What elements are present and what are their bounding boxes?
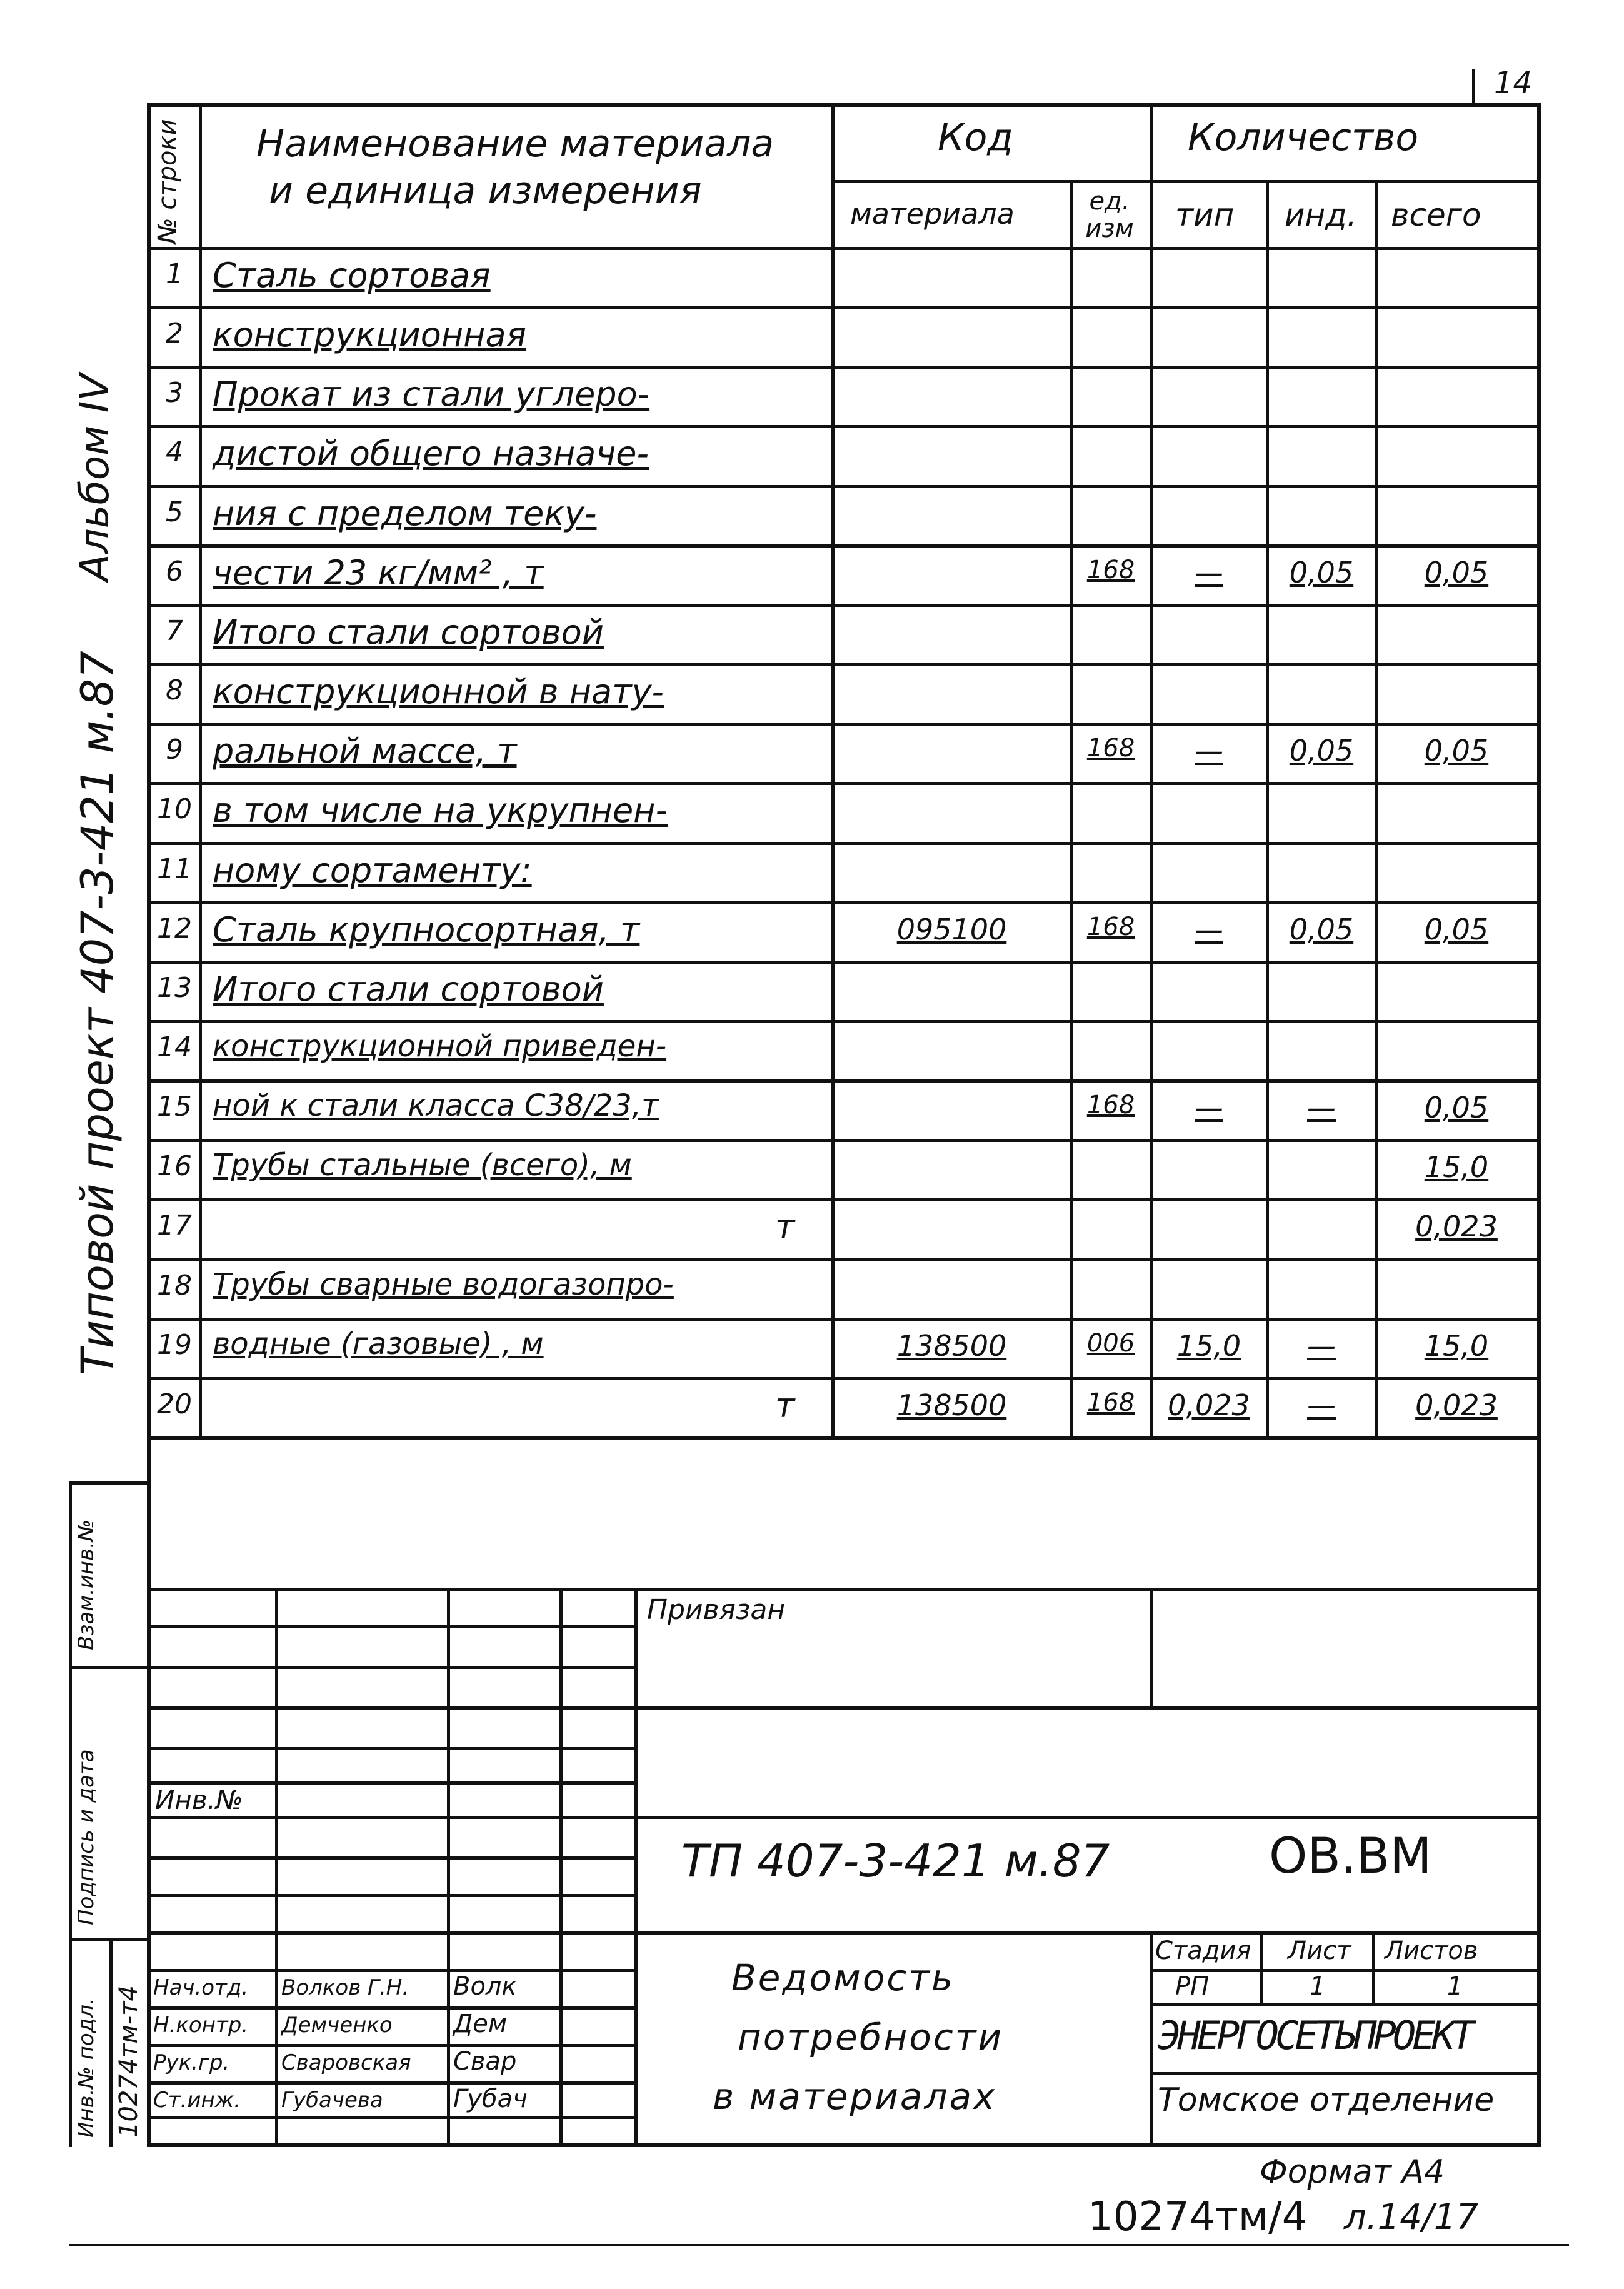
tb-col-4 xyxy=(634,1588,638,2147)
table-cell-unit: 006 xyxy=(1086,1328,1135,1358)
table-row-line xyxy=(150,366,1538,369)
table-cell-name: Итого стали сортовой xyxy=(213,612,604,652)
table-cell-name: т xyxy=(775,1207,795,1247)
table-cell-name: ной к стали класса С38/23,т xyxy=(213,1088,659,1124)
table-cell-name: Трубы сварные водогазопро- xyxy=(213,1266,674,1302)
table-cell-ind: 0,05 xyxy=(1289,734,1354,768)
table-cell-n: 12 xyxy=(157,912,192,944)
table-cell-n: 9 xyxy=(166,734,183,766)
table-cell-name: Трубы стальные (всего), м xyxy=(213,1148,632,1183)
table-cell-n: 17 xyxy=(157,1210,192,1242)
tb-col-2 xyxy=(447,1588,450,2147)
table-row-line xyxy=(150,782,1538,785)
tb-row-h xyxy=(150,1894,634,1897)
table-cell-name: конструкционной в нату- xyxy=(213,672,664,712)
staff-sign-4: Губач xyxy=(453,2085,528,2113)
archive-stamp: 10274тм/4 xyxy=(1088,2194,1308,2240)
col-sep-unit xyxy=(1150,105,1153,1436)
table-cell-name: Сталь сортовая xyxy=(213,256,491,295)
table-cell-name: в том числе на укрупнен- xyxy=(213,791,668,831)
table-cell-ind: 0,05 xyxy=(1289,912,1354,946)
table-cell-name: Сталь крупносортная, т xyxy=(213,909,640,949)
table-cell-n: 3 xyxy=(166,377,183,409)
table-bottom-line xyxy=(150,1436,1538,1440)
table-cell-name: т xyxy=(775,1385,795,1425)
sheets-label: Листов xyxy=(1385,1936,1478,1965)
table-row-line xyxy=(150,306,1538,309)
table-cell-n: 11 xyxy=(157,853,192,885)
table-row-line xyxy=(150,961,1538,964)
table-cell-ind: — xyxy=(1307,1388,1336,1422)
tb-line-top xyxy=(150,1588,1538,1591)
tb-row-d xyxy=(150,1747,634,1750)
stage-col-right xyxy=(1372,1931,1375,2003)
tb-row-f xyxy=(150,1816,1538,1819)
table-cell-ind: — xyxy=(1307,1328,1336,1363)
doc-title-3: в материалах xyxy=(713,2075,997,2118)
table-row-line xyxy=(150,485,1538,488)
table-row-line xyxy=(150,425,1538,428)
tb-row-a xyxy=(150,1625,634,1628)
table-cell-total: 0,023 xyxy=(1415,1388,1498,1422)
table-cell-total: 15,0 xyxy=(1424,1328,1489,1363)
stage-col-mid xyxy=(1260,1931,1263,2003)
tb-col-1 xyxy=(275,1588,278,2147)
table-row-line xyxy=(150,1377,1538,1380)
tb-row-l xyxy=(150,2044,634,2047)
tb-row-c xyxy=(150,1706,1538,1710)
staff-role-3: Рук.гр. xyxy=(153,2050,230,2075)
inv-podl-label: Инв.№ подл. xyxy=(74,1998,99,2138)
table-cell-total: 15,0 xyxy=(1424,1150,1489,1185)
header-code-unit: ед. изм xyxy=(1085,187,1134,243)
col-sep-rowno xyxy=(199,105,202,1436)
division: Томское отделение xyxy=(1158,2081,1495,2119)
margin-line-2 xyxy=(69,1666,150,1669)
header-code-material: материала xyxy=(850,197,1015,231)
table-cell-unit: 168 xyxy=(1086,912,1135,941)
table-cell-name: ния с пределом теку- xyxy=(213,493,597,533)
staff-sign-3: Свар xyxy=(453,2047,517,2076)
table-row-line xyxy=(150,1318,1538,1321)
table-cell-total: 0,05 xyxy=(1424,734,1489,768)
table-row-line xyxy=(150,604,1538,607)
table-cell-typ: 15,0 xyxy=(1176,1328,1241,1363)
podpis-label: Подпись и дата xyxy=(74,1749,99,1925)
tb-row-k xyxy=(150,2006,634,2010)
table-cell-name: дистой общего назначе- xyxy=(213,434,649,474)
tb-row-b xyxy=(150,1666,634,1669)
table-cell-code: 138500 xyxy=(896,1388,1007,1422)
table-cell-name: ному сортаменту: xyxy=(213,850,532,890)
table-cell-n: 8 xyxy=(166,674,183,707)
table-row-line xyxy=(150,901,1538,904)
table-cell-typ: — xyxy=(1195,912,1223,946)
project-label: Типовой проект 407-3-421 м.87 xyxy=(72,651,123,1375)
doc-code: ТП 407-3-421 м.87 xyxy=(681,1835,1110,1887)
table-cell-total: 0,023 xyxy=(1415,1210,1498,1244)
privyazan-label: Привязан xyxy=(647,1594,786,1626)
table-cell-n: 4 xyxy=(166,436,183,469)
table-cell-name: конструкционная xyxy=(213,315,527,355)
table-row-line xyxy=(150,1079,1538,1083)
table-cell-n: 15 xyxy=(157,1091,192,1123)
table-cell-code: 095100 xyxy=(896,912,1007,946)
header-bottom-line xyxy=(150,247,1538,250)
doc-title-2: потребности xyxy=(738,2016,1004,2058)
table-cell-n: 6 xyxy=(166,555,183,588)
table-row-line xyxy=(150,544,1538,548)
staff-sign-1: Волк xyxy=(453,1972,517,2001)
staff-name-1: Волков Г.Н. xyxy=(281,1975,409,2000)
tb-col-3 xyxy=(559,1588,563,2147)
tb-row-j xyxy=(150,1969,634,1972)
sheet-ref: л.14/17 xyxy=(1344,2197,1478,2238)
table-cell-ind: — xyxy=(1307,1091,1336,1125)
stage-col-left xyxy=(1150,1931,1153,2147)
margin-line-3 xyxy=(69,1938,150,1941)
header-sub-line xyxy=(831,180,1538,183)
table-cell-name: ральной массе, т xyxy=(213,731,517,771)
table-cell-n: 18 xyxy=(157,1269,192,1301)
table-cell-n: 5 xyxy=(166,496,183,528)
table-cell-unit: 168 xyxy=(1086,1091,1135,1120)
header-quantity: Количество xyxy=(1188,116,1419,159)
sheets-value: 1 xyxy=(1447,1972,1463,2001)
table-cell-typ: — xyxy=(1195,555,1223,589)
table-cell-name: Прокат из стали углеро- xyxy=(213,374,650,414)
format-label: Формат А4 xyxy=(1260,2153,1445,2191)
tb-row-g xyxy=(150,1856,634,1860)
inv-number: 10274тм-т4 xyxy=(114,1985,143,2138)
staff-role-4: Ст.инж. xyxy=(153,2088,241,2113)
table-cell-name: чести 23 кг/мм² , т xyxy=(213,553,544,593)
table-row-line xyxy=(150,1198,1538,1201)
stage-value: РП xyxy=(1175,1972,1210,2001)
table-cell-n: 7 xyxy=(166,614,183,647)
table-cell-n: 2 xyxy=(166,318,183,350)
header-name-line1: Наименование материала xyxy=(256,122,774,166)
page-number: 14 xyxy=(1494,66,1533,101)
table-cell-name: конструкционной приведен- xyxy=(213,1028,667,1064)
table-row-line xyxy=(150,1020,1538,1023)
table-cell-n: 14 xyxy=(157,1031,192,1063)
table-cell-n: 10 xyxy=(157,793,192,826)
table-cell-n: 13 xyxy=(157,971,192,1004)
staff-name-3: Сваровская xyxy=(281,2050,411,2075)
stage-row-2 xyxy=(1150,2003,1538,2006)
staff-sign-2: Дем xyxy=(453,2010,508,2038)
header-qty-typ: тип xyxy=(1175,197,1235,233)
header-name-line2: и единица измерения xyxy=(269,169,702,213)
staff-name-2: Демченко xyxy=(281,2013,393,2038)
header-qty-total: всего xyxy=(1391,197,1481,233)
table-cell-typ: — xyxy=(1195,734,1223,768)
table-cell-name: водные (газовые) , м xyxy=(213,1326,544,1361)
header-qty-ind: инд. xyxy=(1285,197,1357,233)
tb-row-m xyxy=(150,2081,634,2085)
tb-row-n xyxy=(150,2116,634,2119)
table-cell-total: 0,05 xyxy=(1424,555,1489,589)
table-cell-n: 19 xyxy=(157,1328,192,1361)
table-cell-n: 20 xyxy=(157,1388,192,1420)
header-row-no: № строки xyxy=(153,119,182,244)
table-cell-code: 138500 xyxy=(896,1328,1007,1363)
staff-role-2: Н.контр. xyxy=(153,2013,249,2038)
staff-name-4: Губачева xyxy=(281,2088,383,2113)
stage-label: Стадия xyxy=(1155,1936,1251,1965)
header-code: Код xyxy=(938,116,1013,159)
margin-col-mid xyxy=(109,1938,113,2147)
tb-row-i xyxy=(150,1931,1538,1935)
sheet-code: ОВ.ВМ xyxy=(1269,1828,1432,1885)
sheet-value: 1 xyxy=(1310,1972,1326,2001)
organization: ЭНЕРГОСЕТЬПРОЕКТ xyxy=(1158,2013,1471,2058)
table-cell-typ: 0,023 xyxy=(1168,1388,1250,1422)
table-row-line xyxy=(150,1258,1538,1261)
inv-no-label: Инв.№ xyxy=(155,1785,243,1815)
album-label: Альбом IV xyxy=(72,373,118,581)
margin-line-1 xyxy=(69,1481,150,1485)
table-cell-unit: 168 xyxy=(1086,555,1135,584)
table-cell-ind: 0,05 xyxy=(1289,555,1354,589)
tb-col-privyazan-right xyxy=(1150,1588,1153,1706)
bottom-rule xyxy=(69,2244,1569,2246)
sheet-label: Лист xyxy=(1288,1936,1351,1965)
doc-title-1: Ведомость xyxy=(731,1956,955,1999)
margin-col-left xyxy=(69,1481,72,2147)
table-cell-n: 16 xyxy=(157,1150,192,1183)
table-cell-n: 1 xyxy=(166,258,183,290)
table-row-line xyxy=(150,723,1538,726)
table-row-line xyxy=(150,663,1538,666)
table-row-line xyxy=(150,1139,1538,1142)
table-cell-name: Итого стали сортовой xyxy=(213,969,604,1009)
table-cell-total: 0,05 xyxy=(1424,912,1489,946)
table-cell-typ: — xyxy=(1195,1091,1223,1125)
table-cell-unit: 168 xyxy=(1086,1388,1135,1417)
table-cell-total: 0,05 xyxy=(1424,1091,1489,1125)
stage-row-3 xyxy=(1150,2072,1538,2075)
table-cell-unit: 168 xyxy=(1086,734,1135,763)
table-row-line xyxy=(150,842,1538,845)
vzam-label: Взам.инв.№ xyxy=(74,1519,99,1650)
staff-role-1: Нач.отд. xyxy=(153,1975,249,2000)
col-sep-name xyxy=(831,105,835,1436)
